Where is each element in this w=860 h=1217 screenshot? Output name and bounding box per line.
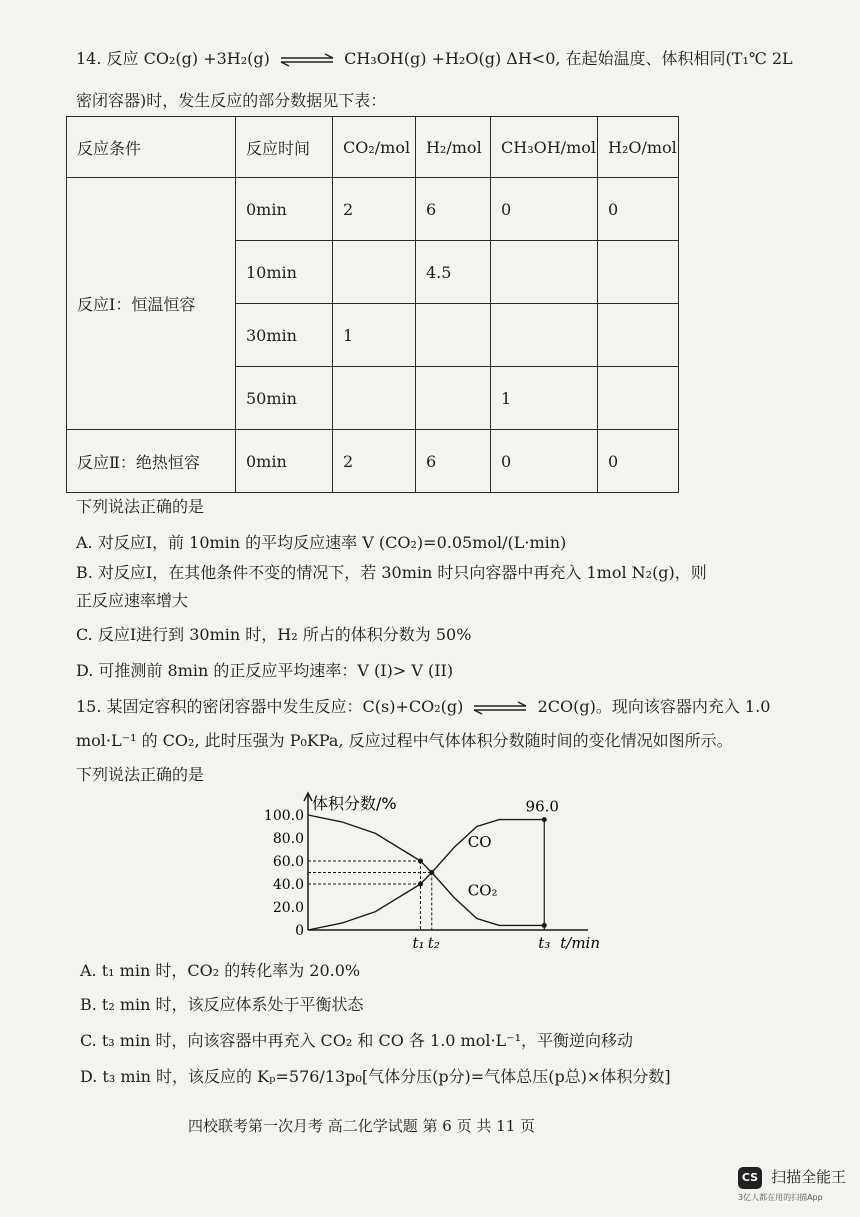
table-cell: 1 (333, 304, 416, 367)
table-cell (333, 367, 416, 430)
table-cell: 10min (236, 241, 333, 304)
table-cell: 0min (236, 178, 333, 241)
q14-option-b-line2: 正反应速率增大 (76, 591, 189, 610)
table-cell (416, 367, 491, 430)
page-footer: 四校联考第一次月考 高二化学试题 第 6 页 共 11 页 (188, 1117, 536, 1135)
table-cell (491, 241, 598, 304)
y-axis-label: 体积分数/% (312, 794, 397, 813)
q15-option-c: C. t₃ min 时，向该容器中再充入 CO₂ 和 CO 各 1.0 mol·L⁻¹，平衡逆向移动 (80, 1031, 634, 1050)
table-cell: 6 (416, 178, 491, 241)
q14-option-c: C. 反应Ⅰ进行到 30min 时，H₂ 所占的体积分数为 50% (76, 625, 472, 644)
q14-reactants: 14. 反应 CO₂(g) +3H₂(g) (76, 49, 270, 68)
table-row (67, 178, 679, 241)
table-cell: 0 (598, 430, 679, 493)
q14-option-a: A. 对反应Ⅰ，前 10min 的平均反应速率 V (CO₂)=0.05mol/(L·min) (76, 533, 567, 552)
table-row (67, 430, 679, 493)
equilibrium-arrow-icon (472, 702, 528, 714)
table-cell (598, 304, 679, 367)
scanner-app-name: 扫描全能王 (771, 1168, 847, 1186)
x-tick-label: t₂ (427, 934, 440, 952)
q14-intro-line1 (76, 46, 793, 69)
q14-products: CH₃OH(g) +H₂O(g) ΔH<0, 在起始温度、体积相同(T₁℃ 2L (344, 49, 793, 68)
q15-reactants: 15. 某固定容积的密闭容器中发生反应：C(s)+CO₂(g) (76, 697, 464, 716)
series-label-co: CO (467, 833, 492, 852)
q15-prompt: 下列说法正确的是 (76, 765, 205, 784)
y-tick-label: 20.0 (272, 900, 304, 916)
header-time: 反应时间 (236, 117, 333, 178)
table-cell: 0 (598, 178, 679, 241)
scanner-slogan: 3亿人都在用的扫描App (738, 1193, 823, 1202)
y-tick-label: 40.0 (272, 877, 304, 893)
header-co2: CO₂/mol (333, 117, 416, 178)
data-point (542, 923, 547, 928)
q15-option-a: A. t₁ min 时，CO₂ 的转化率为 20.0% (80, 961, 361, 980)
table-cell (416, 304, 491, 367)
table-cell (333, 241, 416, 304)
q14-prompt: 下列说法正确的是 (76, 497, 205, 516)
y-tick-label: 0 (295, 923, 304, 939)
header-ch3oh: CH₃OH/mol (491, 117, 598, 178)
series-label-co2: CO₂ (467, 881, 498, 900)
scanner-badge (738, 1166, 848, 1203)
table-cell: 4.5 (416, 241, 491, 304)
x-tick-label: t₁ (412, 934, 425, 952)
header-h2: H₂/mol (416, 117, 491, 178)
x-axis-label: t/min (560, 934, 601, 952)
series-line-co (308, 820, 544, 930)
q15-products: 2CO(g)。现向该容器内充入 1.0 (537, 697, 771, 716)
q15-intro-line2: mol·L⁻¹ 的 CO₂, 此时压强为 P₀KPa, 反应过程中气体体积分数随时间的变化情况如图所示。 (76, 731, 733, 750)
reaction-data-table (66, 116, 679, 493)
table-cell: 0 (491, 430, 598, 493)
q14-intro-line2: 密闭容器)时，发生反应的部分数据见下表： (76, 91, 387, 110)
table-cell: 1 (491, 367, 598, 430)
y-tick-label: 80.0 (272, 831, 304, 847)
table-cell: 50min (236, 367, 333, 430)
condition-1-cell: 反应Ⅰ：恒温恒容 (67, 178, 236, 430)
table-cell: 0min (236, 430, 333, 493)
data-point (542, 817, 547, 822)
y-tick-label: 100.0 (263, 808, 304, 824)
table-header-row (67, 117, 679, 178)
y-tick-label: 60.0 (272, 854, 304, 870)
q15-option-b: B. t₂ min 时，该反应体系处于平衡状态 (80, 995, 364, 1014)
annotation-96: 96.0 (525, 797, 559, 816)
series-line-co2 (308, 815, 544, 925)
camscanner-logo-icon: CS (738, 1167, 762, 1189)
header-condition: 反应条件 (67, 117, 236, 178)
header-h2o: H₂O/mol (598, 117, 679, 178)
x-tick-label: t₃ (538, 934, 551, 952)
equilibrium-arrow-icon (279, 54, 335, 66)
table-cell (491, 304, 598, 367)
table-cell: 2 (333, 178, 416, 241)
q14-option-b-line1: B. 对反应Ⅰ，在其他条件不变的情况下，若 30min 时只向容器中再充入 1mol N₂(g)，则 (76, 563, 707, 582)
volume-fraction-chart (263, 778, 610, 954)
table-cell (598, 241, 679, 304)
q15-option-d: D. t₃ min 时，该反应的 Kₚ=576/13p₀[气体分压(p分)=气体总压(p总)×体积分数] (80, 1067, 671, 1086)
table-cell: 2 (333, 430, 416, 493)
table-cell: 30min (236, 304, 333, 367)
table-cell: 6 (416, 430, 491, 493)
q15-intro-line1 (76, 694, 770, 717)
table-cell (598, 367, 679, 430)
condition-2-cell: 反应Ⅱ：绝热恒容 (67, 430, 236, 493)
q14-option-d: D. 可推测前 8min 的正反应平均速率：V (I)> V (II) (76, 661, 454, 680)
table-cell: 0 (491, 178, 598, 241)
